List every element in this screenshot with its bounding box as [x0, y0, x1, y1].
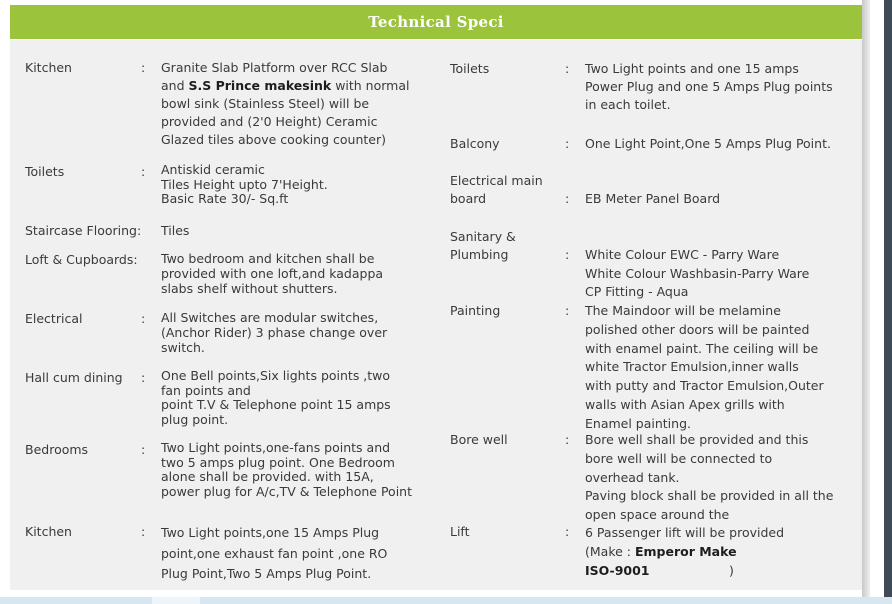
- spec-value-line: switch.: [161, 340, 205, 355]
- spec-colon: :: [565, 303, 570, 318]
- spec-value-line: plug point.: [161, 412, 229, 428]
- spec-label: Bore well: [450, 432, 508, 447]
- spec-value: [585, 431, 865, 525]
- spec-label: Bedrooms: [25, 442, 89, 457]
- spec-label: Loft & Cupboards:: [25, 252, 138, 267]
- spec-value-line: and S.S Prince makesink with normal: [161, 78, 410, 93]
- spec-value-line: Two Light points and one 15 amps: [585, 61, 799, 76]
- spec-colon: :: [565, 191, 570, 206]
- spec-value: [161, 310, 441, 355]
- spec-value-line: with enamel paint. The ceiling will be: [585, 340, 819, 356]
- spec-colon: :: [565, 524, 570, 539]
- spec-value: [585, 302, 865, 434]
- spec-value-line: Granite Slab Platform over RCC Slab: [161, 60, 388, 75]
- edge-bar: [884, 0, 892, 604]
- spec-value-line: All Switches are modular switches,: [161, 310, 379, 325]
- spec-value-line: in each toilet.: [585, 97, 671, 112]
- spec-value-line: Two Light points,one 15 Amps Plug: [161, 525, 380, 540]
- spec-label: Kitchen: [25, 524, 72, 539]
- bold-brand-text: Emperor Make: [634, 544, 737, 559]
- spec-value-line: One Bell points,Six lights points ,two: [161, 368, 391, 383]
- spec-value: [161, 251, 441, 296]
- spec-value-line: Tiles Height upto 7'Height.: [161, 176, 328, 192]
- spec-value: [161, 523, 441, 585]
- spec-value: [161, 369, 441, 428]
- spec-value: [161, 441, 441, 500]
- spec-colon: :: [141, 164, 146, 179]
- bold-brand-text: ISO-9001: [585, 563, 650, 578]
- bold-brand-text: S.S Prince makesink: [188, 78, 332, 93]
- spec-value-line: 6 Passenger lift will be provided: [585, 525, 785, 540]
- spec-value-line: Bore well shall be provided and this: [585, 432, 809, 447]
- spec-value-line: white Tractor Emulsion,inner walls: [585, 359, 799, 375]
- spec-label: Kitchen: [25, 60, 72, 75]
- spec-label: Electrical: [25, 311, 83, 326]
- spec-value-line: point,one exhaust fan point ,one RO: [161, 545, 388, 561]
- spec-value-line: Basic Rate 30/- Sq.ft: [161, 191, 289, 207]
- spec-value-line: Two bedroom and kitchen shall be: [161, 251, 375, 266]
- spec-label: Toilets: [450, 61, 490, 76]
- spec-value-line: point T.V & Telephone point 15 amps: [161, 397, 391, 413]
- spec-value-line: ISO-9001 ): [585, 563, 734, 578]
- spec-value: [585, 523, 865, 580]
- bottom-strip: [0, 597, 892, 604]
- spec-value: [585, 135, 865, 153]
- spec-value-line: (Anchor Rider) 3 phase change over: [161, 325, 388, 340]
- spec-value-line: alone shall be provided. with 15A,: [161, 469, 374, 485]
- spec-label: Toilets: [25, 164, 65, 179]
- spec-label: Lift: [450, 524, 470, 539]
- spec-value-line: Power Plug and one 5 Amps Plug points: [585, 79, 833, 94]
- spec-colon: :: [565, 136, 570, 151]
- spec-value-line: slabs shelf without shutters.: [161, 281, 338, 296]
- spec-value-line: fan points and: [161, 382, 251, 398]
- spec-value-line: Two Light points,one-fans points and: [161, 440, 391, 455]
- spec-value-line: White Colour Washbasin-Parry Ware: [585, 265, 810, 281]
- spec-value-line: provided with one loft,and kadappa: [161, 266, 384, 281]
- spec-value-line: polished other doors will be painted: [585, 321, 810, 337]
- spec-value-line: walls with Asian Apex grills with: [585, 396, 785, 412]
- spec-label: Sanitary & Plumbing: [450, 229, 516, 262]
- spec-colon: :: [141, 311, 146, 326]
- spec-label: Electrical main board: [450, 173, 543, 206]
- section-header: [10, 5, 862, 39]
- spec-label: Staircase Flooring:: [25, 223, 142, 238]
- spec-value-line: The Maindoor will be melamine: [585, 303, 781, 318]
- spec-value-line: Tiles: [161, 223, 190, 238]
- spec-value-line: CP Fitting - Aqua: [585, 284, 689, 299]
- spec-label: Hall cum dining: [25, 370, 123, 385]
- spec-value-line: bore well will be connected to: [585, 450, 773, 466]
- window-edge: [870, 0, 892, 604]
- spec-value-line: (Make : Emperor Make: [585, 544, 737, 559]
- spec-value: [161, 59, 441, 149]
- spec-label: Painting: [450, 303, 501, 318]
- spec-value-line: White Colour EWC - Parry Ware: [585, 247, 780, 262]
- spec-value-line: power plug for A/c,TV & Telephone Point: [161, 484, 412, 500]
- spec-value: [161, 163, 441, 207]
- spec-value: [161, 222, 441, 240]
- spec-value-line: open space around the: [585, 507, 730, 523]
- spec-value-line: two 5 amps plug point. One Bedroom: [161, 454, 395, 470]
- spec-value: [585, 246, 865, 302]
- spec-colon: :: [141, 524, 146, 539]
- spec-value-line: provided and (2'0 Height) Ceramic: [161, 114, 378, 129]
- section-title: Technical Speci: [368, 13, 504, 31]
- spec-value-line: Antiskid ceramic: [161, 162, 265, 177]
- spec-colon: :: [565, 432, 570, 447]
- spec-value-line: Glazed tiles above cooking counter): [161, 132, 386, 147]
- spec-colon: :: [565, 61, 570, 76]
- spec-colon: :: [141, 60, 146, 75]
- spec-value-line: Enamel painting.: [585, 415, 691, 431]
- spec-value-line: bowl sink (Stainless Steel) will be: [161, 96, 370, 111]
- spec-value-line: Paving block shall be provided in all the: [585, 488, 834, 504]
- spec-colon: :: [141, 442, 146, 457]
- spec-label: Balcony: [450, 136, 500, 151]
- spec-colon: :: [141, 370, 146, 385]
- spec-value-line: One Light Point,One 5 Amps Plug Point.: [585, 136, 831, 151]
- spec-value-line: Plug Point,Two 5 Amps Plug Point.: [161, 566, 372, 581]
- spec-colon: :: [565, 247, 570, 262]
- spec-value-line: overhead tank.: [585, 469, 680, 485]
- spec-value: [585, 60, 865, 114]
- spec-value: [585, 190, 865, 208]
- spec-value-line: EB Meter Panel Board: [585, 191, 721, 206]
- bottom-strip-highlight: [152, 597, 200, 604]
- spec-value-line: with putty and Tractor Emulsion,Outer: [585, 378, 824, 394]
